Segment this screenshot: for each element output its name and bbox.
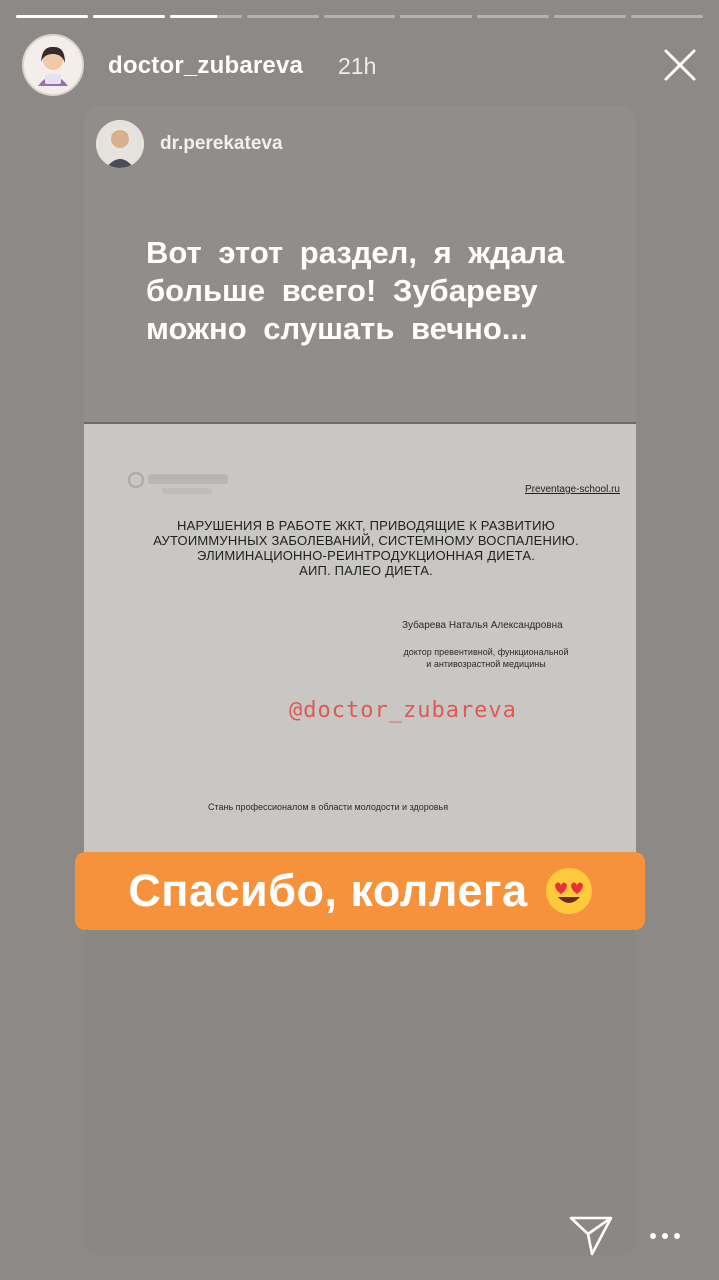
position-line: доктор превентивной, функциональной — [403, 647, 569, 657]
send-icon[interactable] — [568, 1214, 614, 1258]
document-author-position — [376, 646, 596, 670]
story-progress-fill — [170, 15, 217, 18]
document-photo — [84, 422, 636, 854]
story-progress-fill — [93, 15, 165, 18]
avatar[interactable] — [22, 34, 84, 96]
story-progress-bar — [16, 15, 703, 19]
story-timestamp: 21h — [338, 53, 377, 79]
document-title — [106, 518, 626, 578]
close-icon[interactable] — [663, 48, 697, 82]
heart-eyes-emoji-icon — [546, 868, 592, 914]
story-progress-segment — [16, 15, 88, 18]
repost-top-area — [84, 106, 636, 424]
story-progress-segment — [93, 15, 165, 18]
story-progress-segment — [170, 15, 242, 18]
more-icon[interactable] — [648, 1226, 682, 1246]
repost-username[interactable]: dr.perekateva — [160, 133, 283, 154]
document-title-line: ЭЛИМИНАЦИОННО-РЕИНТРОДУКЦИОННАЯ ДИЕТА. — [196, 548, 536, 563]
story-header — [22, 34, 701, 96]
document-title-line: АУТОИММУННЫХ ЗАБОЛЕВАНИЙ, СИСТЕМНОМУ ВОСПАЛЕНИЮ. — [153, 533, 579, 548]
story-progress-segment — [631, 15, 703, 18]
story-progress-segment — [247, 15, 319, 18]
story-username[interactable]: doctor_zubareva — [108, 52, 304, 79]
story-progress-segment — [477, 15, 549, 18]
story-progress-segment — [400, 15, 472, 18]
watermark-handle: @doctor_zubareva — [289, 698, 517, 723]
document-title-line: АИП. ПАЛЕО ДИЕТА. — [299, 563, 433, 578]
story-progress-fill — [16, 15, 88, 18]
story-progress-segment — [554, 15, 626, 18]
story-progress-segment — [324, 15, 396, 18]
document-author: Зубарева Наталья Александровна — [402, 620, 563, 631]
document-logo-icon — [122, 464, 242, 504]
document-footer: Стань профессионалом в области молодости и здоровья — [208, 802, 449, 812]
repost-avatar[interactable] — [96, 120, 144, 168]
repost-caption: Вот этот раздел, я ждала больше всего! Зубареву можно слушать вечно... — [146, 235, 565, 346]
thanks-sticker-text: Спасибо, коллега — [128, 865, 528, 916]
thanks-sticker — [75, 852, 645, 930]
repost-avatar-photo-icon — [96, 120, 144, 168]
document-site: Preventage-school.ru — [524, 484, 620, 495]
position-line: и антивозрастной медицины — [426, 659, 546, 669]
reposted-story-card[interactable] — [84, 106, 636, 1256]
avatar-illustration-icon — [24, 36, 82, 94]
document-title-line: НАРУШЕНИЯ В РАБОТЕ ЖКТ, ПРИВОДЯЩИЕ К РАЗВИТИЮ — [176, 518, 556, 533]
